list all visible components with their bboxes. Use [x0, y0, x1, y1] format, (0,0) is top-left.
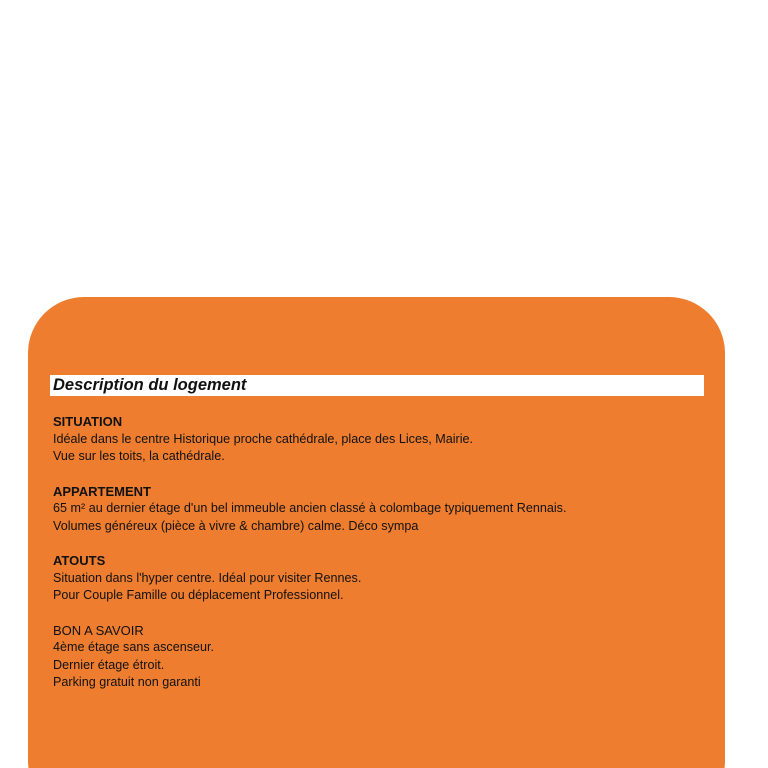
section-appartement: [53, 483, 713, 536]
section-line: Idéale dans le centre Historique proche cathédrale, place des Lices, Mairie.: [53, 431, 474, 446]
section-title: SITUATION: [53, 414, 123, 429]
section-line: Situation dans l'hyper centre. Idéal pour visiter Rennes.: [53, 570, 362, 585]
section-line: 4ème étage sans ascenseur.: [53, 640, 215, 654]
section-title: APPARTEMENT: [53, 483, 151, 499]
section-line: Pour Couple Famille ou déplacement Professionnel.: [53, 588, 344, 602]
section-line: Parking gratuit non garanti: [53, 675, 201, 689]
section-situation: [53, 413, 713, 466]
section-atouts: [53, 552, 713, 605]
description-heading: Description du logement: [53, 376, 247, 394]
section-line: Dernier étage étroit.: [53, 657, 165, 672]
section-bon-a-savoir: [53, 622, 713, 692]
section-title: BON A SAVOIR: [53, 622, 144, 638]
description-content: [53, 413, 713, 709]
section-title: ATOUTS: [53, 553, 106, 568]
heading-bar: [50, 375, 704, 396]
section-line: Vue sur les toits, la cathédrale.: [53, 449, 225, 463]
section-line: 65 m² au dernier étage d'un bel immeuble ancien classé à colombage typiquement Rennais.: [53, 501, 567, 515]
section-line: Volumes généreux (pièce à vivre & chambre) calme. Déco sympa: [53, 518, 419, 533]
